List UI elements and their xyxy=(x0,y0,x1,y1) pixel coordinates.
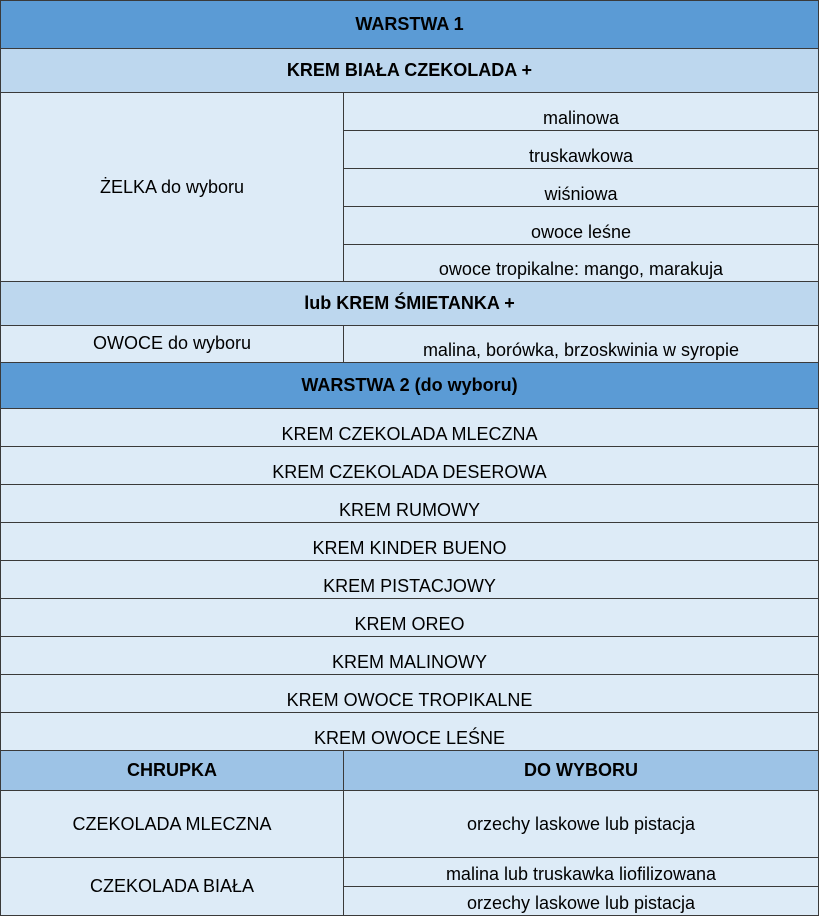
crunch-white-label: CZEKOLADA BIAŁA xyxy=(0,857,344,916)
layer2-cream: KREM KINDER BUENO xyxy=(0,522,819,561)
jelly-option-row xyxy=(0,92,819,131)
crunch-header-right: DO WYBORU xyxy=(343,750,819,791)
crunch-white-option-row xyxy=(0,857,819,887)
layer2-cream: KREM OREO xyxy=(0,598,819,637)
layer2-cream-row xyxy=(0,446,819,485)
crunch-header-left: CHRUPKA xyxy=(0,750,344,791)
crunch-white-option-row xyxy=(0,886,819,916)
layer1-title: WARSTWA 1 xyxy=(0,0,819,49)
fruit-row xyxy=(0,325,819,363)
crunch-white-option: malina lub truskawka liofilizowana xyxy=(343,857,819,887)
layer2-cream: KREM OWOCE TROPIKALNE xyxy=(0,674,819,713)
layer2-cream-row xyxy=(0,712,819,751)
layer2-cream: KREM CZEKOLADA MLECZNA xyxy=(0,408,819,447)
cream-white-chocolate-label: KREM BIAŁA CZEKOLADA + xyxy=(0,48,819,93)
crunch-milk-row xyxy=(0,790,819,858)
jelly-option-row xyxy=(0,244,819,282)
layer2-cream: KREM RUMOWY xyxy=(0,484,819,523)
layer2-title: WARSTWA 2 (do wyboru) xyxy=(0,362,819,409)
jelly-option: owoce leśne xyxy=(343,206,819,245)
layer2-cream-row xyxy=(0,484,819,523)
jelly-option: malinowa xyxy=(343,92,819,131)
layer2-cream-row xyxy=(0,636,819,675)
jelly-label: ŻELKA do wyboru xyxy=(0,92,344,282)
layer2-cream: KREM MALINOWY xyxy=(0,636,819,675)
crunch-milk-value: orzechy laskowe lub pistacja xyxy=(343,790,819,858)
crunch-white-option: orzechy laskowe lub pistacja xyxy=(343,886,819,916)
layer2-cream: KREM CZEKOLADA DESEROWA xyxy=(0,446,819,485)
jelly-option: owoce tropikalne: mango, marakuja xyxy=(343,244,819,282)
jelly-option-row xyxy=(0,168,819,207)
cream-whipped-row xyxy=(0,281,819,326)
cream-whipped-label: lub KREM ŚMIETANKA + xyxy=(0,281,819,326)
jelly-option: truskawkowa xyxy=(343,130,819,169)
jelly-option-row xyxy=(0,206,819,245)
crunch-milk-label: CZEKOLADA MLECZNA xyxy=(0,790,344,858)
fruit-value: malina, borówka, brzoskwinia w syropie xyxy=(343,325,819,363)
layer2-cream-row xyxy=(0,674,819,713)
layer2-cream-row xyxy=(0,598,819,637)
layer2-cream: KREM OWOCE LEŚNE xyxy=(0,712,819,751)
layer1-header-row xyxy=(0,0,819,49)
layer2-header-row xyxy=(0,362,819,409)
fruit-label: OWOCE do wyboru xyxy=(0,325,344,363)
layer2-cream-row xyxy=(0,560,819,599)
jelly-option-row xyxy=(0,130,819,169)
jelly-option: wiśniowa xyxy=(343,168,819,207)
layer2-cream-row xyxy=(0,522,819,561)
layer2-cream: KREM PISTACJOWY xyxy=(0,560,819,599)
layer2-cream-row xyxy=(0,408,819,447)
crunch-header-row xyxy=(0,750,819,791)
cream-white-chocolate-row xyxy=(0,48,819,93)
